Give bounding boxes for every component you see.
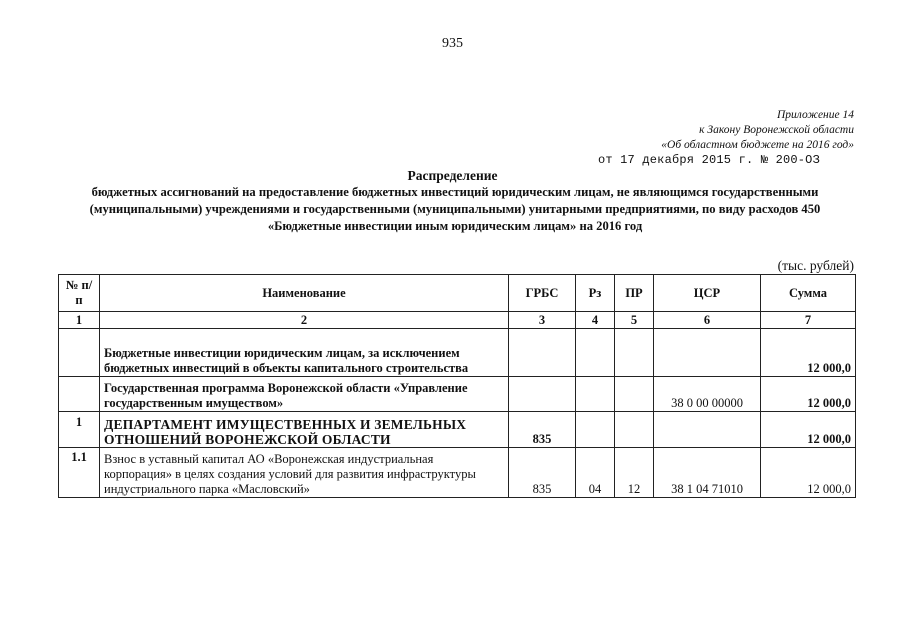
header-num: № п/п [59, 275, 100, 312]
row-name: Бюджетные инвестиции юридическим лицам, за исключением бюджетных инвестиций в объекты капитального строительства [100, 329, 509, 377]
table-row [59, 329, 856, 377]
row-sum: 12 000,0 [761, 448, 856, 498]
column-number: 2 [100, 312, 509, 329]
units-label: (тыс. рублей) [777, 258, 854, 273]
table-row [59, 377, 856, 412]
row-csr [654, 329, 761, 377]
page-number: 935 [442, 36, 463, 51]
header-rz: Рз [576, 275, 615, 312]
row-num: 1.1 [59, 448, 100, 498]
column-number: 1 [59, 312, 100, 329]
row-pr [615, 412, 654, 448]
header-grbs: ГРБС [509, 275, 576, 312]
row-num [59, 329, 100, 377]
row-csr: 38 0 00 00000 [654, 377, 761, 412]
appendix-block [661, 108, 854, 153]
table-header-row [59, 275, 856, 312]
row-num: 1 [59, 412, 100, 448]
header-name: Наименование [100, 275, 509, 312]
row-pr: 12 [615, 448, 654, 498]
table-row [59, 448, 856, 498]
row-pr [615, 377, 654, 412]
column-number: 6 [654, 312, 761, 329]
row-pr [615, 329, 654, 377]
row-sum: 12 000,0 [761, 329, 856, 377]
column-number: 4 [576, 312, 615, 329]
column-number: 5 [615, 312, 654, 329]
header-pr: ПР [615, 275, 654, 312]
row-grbs: 835 [509, 412, 576, 448]
column-number-row [59, 312, 856, 329]
law-date-stamp: от 17 декабря 2015 г. № 200-ОЗ [597, 153, 820, 167]
budget-table [58, 274, 856, 498]
column-number: 3 [509, 312, 576, 329]
row-grbs [509, 329, 576, 377]
row-rz: 04 [576, 448, 615, 498]
row-grbs: 835 [509, 448, 576, 498]
row-rz [576, 377, 615, 412]
row-num [59, 377, 100, 412]
appendix-line-2: к Закону Воронежской области [699, 124, 854, 136]
appendix-line-1: Приложение 14 [776, 109, 854, 121]
row-csr: 38 1 04 71010 [654, 448, 761, 498]
appendix-line-3: «Об областном бюджете на 2016 год» [661, 139, 854, 151]
row-rz [576, 412, 615, 448]
row-name: ДЕПАРТАМЕНТ ИМУЩЕСТВЕННЫХ И ЗЕМЕЛЬНЫХ ОТНОШЕНИЙ ВОРОНЕЖСКОЙ ОБЛАСТИ [100, 412, 509, 448]
row-sum: 12 000,0 [761, 377, 856, 412]
column-number: 7 [761, 312, 856, 329]
row-rz [576, 329, 615, 377]
document-subtitle: бюджетных ассигнований на предоставление бюджетных инвестиций юридическим лицам, не являющимся государственными (муниципальными) учреждениями и государственными (муниципальными) унитарными предприятиями, по виду расходов 450 «Бюджетные инвестиции иным юридическим лицам» на 2016 год [89, 185, 821, 233]
table-row [59, 412, 856, 448]
row-sum: 12 000,0 [761, 412, 856, 448]
row-csr [654, 412, 761, 448]
header-csr: ЦСР [654, 275, 761, 312]
row-grbs [509, 377, 576, 412]
document-title: Распределение [407, 168, 498, 183]
row-name: Государственная программа Воронежской области «Управление государственным имуществом» [100, 377, 509, 412]
header-sum: Сумма [761, 275, 856, 312]
row-name: Взнос в уставный капитал АО «Воронежская индустриальная корпорация» в целях создания условий для развития инфраструктуры индустриального парка «Масловский» [100, 448, 509, 498]
